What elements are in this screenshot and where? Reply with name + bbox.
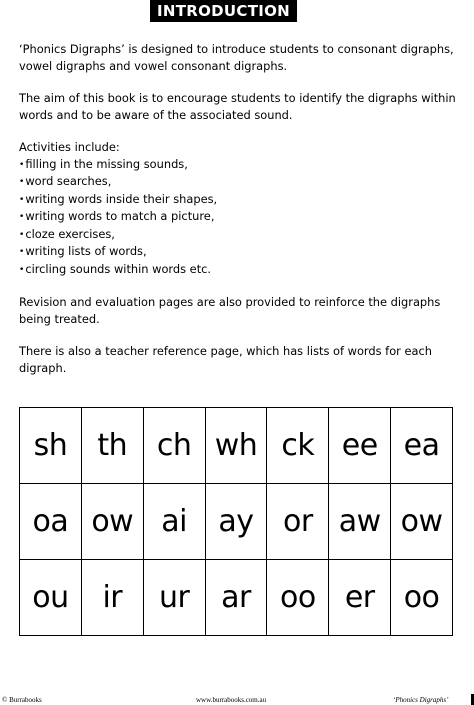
bullet-icon: • bbox=[19, 247, 25, 257]
activity-item: •writing words to match a picture, bbox=[19, 209, 215, 223]
intro-paragraph: ‘Phonics Digraphs’ is designed to introduce students to consonant digraphs, vowel digraphs and vowel consonant digraphs. bbox=[19, 42, 454, 73]
activities-list bbox=[19, 156, 459, 279]
digraph-cell: oo bbox=[391, 560, 453, 636]
copyright-text: © Burrabooks bbox=[2, 696, 42, 704]
digraph-cell: ea bbox=[391, 408, 453, 484]
bullet-icon: • bbox=[19, 229, 25, 240]
digraph-cell: ur bbox=[144, 560, 206, 636]
book-title-text: ‘Phonics Digraphs’ bbox=[393, 696, 449, 704]
digraph-cell: ck bbox=[267, 408, 329, 484]
bullet-icon: • bbox=[19, 159, 25, 170]
digraph-cell: ar bbox=[206, 560, 268, 636]
activity-item: •writing lists of words, bbox=[19, 244, 147, 258]
activity-item: •word searches, bbox=[19, 174, 112, 188]
bullet-icon: • bbox=[19, 177, 25, 187]
digraph-cell: ch bbox=[144, 408, 206, 484]
activity-item: •writing words inside their shapes, bbox=[19, 191, 218, 206]
activity-item: •cloze exercises, bbox=[19, 226, 115, 241]
revision-paragraph: Revision and evaluation pages are also provided to reinforce the digraphs being treated. bbox=[19, 295, 441, 326]
activity-item: •filling in the missing sounds, bbox=[19, 156, 188, 171]
introduction-text bbox=[19, 41, 459, 392]
digraph-cell: ay bbox=[206, 484, 268, 560]
digraph-cell: aw bbox=[329, 484, 391, 560]
digraph-cell: sh bbox=[20, 408, 82, 484]
teacher-reference-paragraph: There is also a teacher reference page, which has lists of words for each digraph. bbox=[19, 344, 432, 375]
page-title: INTRODUCTION bbox=[150, 0, 297, 22]
page-footer bbox=[0, 695, 474, 705]
digraph-cell: oa bbox=[20, 484, 82, 560]
digraph-cell: th bbox=[82, 408, 144, 484]
digraph-cell: ir bbox=[82, 560, 144, 636]
digraph-cell: er bbox=[329, 560, 391, 636]
bullet-icon: • bbox=[19, 212, 25, 222]
activities-heading: Activities include: bbox=[19, 140, 120, 154]
digraph-cell: or bbox=[267, 484, 329, 560]
aim-paragraph: The aim of this book is to encourage students to identify the digraphs within words and to be aware of the associated sound. bbox=[19, 91, 456, 122]
digraph-cell: ow bbox=[82, 484, 144, 560]
digraph-cell: ee bbox=[329, 408, 391, 484]
bullet-icon: • bbox=[19, 264, 25, 275]
digraph-cell: wh bbox=[206, 408, 268, 484]
digraph-cell: ou bbox=[20, 560, 82, 636]
activity-item: •circling sounds within words etc. bbox=[19, 261, 212, 276]
website-text: www.burrabooks.com.au bbox=[196, 696, 267, 704]
digraph-cell: ow bbox=[391, 484, 453, 560]
digraph-cell: oo bbox=[267, 560, 329, 636]
digraph-cell: ai bbox=[144, 484, 206, 560]
digraph-grid bbox=[19, 407, 453, 636]
bullet-icon: • bbox=[19, 194, 25, 205]
